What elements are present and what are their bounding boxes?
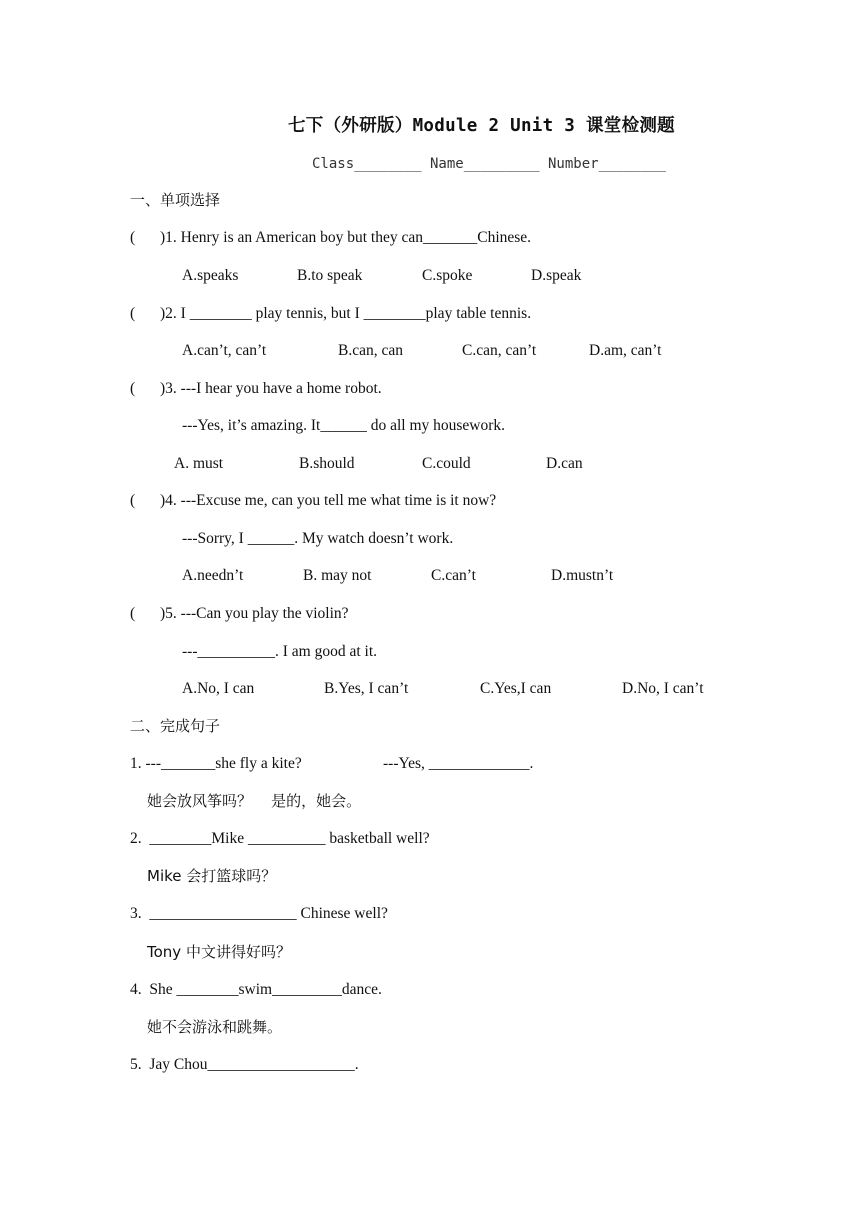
option-c: C.can, can’t — [462, 342, 537, 359]
option-c: C.spoke — [422, 267, 473, 284]
sentence-english: 3. ___________________ Chinese well? — [130, 905, 388, 922]
option-d: D.can — [546, 455, 583, 472]
option-d: D.speak — [531, 267, 582, 284]
sentence-chinese: 她会放风筝吗？ 是的，她会。 — [147, 792, 362, 810]
option-c: C.can’t — [431, 567, 476, 584]
question-text-line2: ---Sorry, I ______. My watch doesn’t work. — [182, 530, 454, 547]
option-d: D.am, can’t — [589, 342, 662, 359]
option-b: B.can, can — [338, 342, 403, 359]
question-text-line2: ---Yes, it’s amazing. It______ do all my housework. — [182, 417, 506, 434]
answer-paren: ( — [130, 605, 136, 622]
section-heading-complete-sentences: 二、完成句子 — [130, 717, 221, 735]
sentence-english-answer: ---Yes, _____________. — [383, 755, 534, 772]
sentence-chinese: Mike 会打篮球吗？ — [147, 867, 277, 885]
page-title: 七下（外研版）Module 2 Unit 3 课堂检测题 — [288, 116, 675, 136]
section-heading-multiple-choice: 一、单项选择 — [130, 191, 221, 209]
question-text-line2: ---__________. I am good at it. — [182, 643, 378, 660]
sentence-english: 2. ________Mike __________ basketball well? — [130, 830, 430, 847]
option-a: A.can’t, can’t — [182, 342, 267, 359]
question-text: )3. ---I hear you have a home robot. — [160, 380, 382, 397]
answer-paren: ( — [130, 229, 136, 246]
option-c: C.Yes,I can — [480, 680, 552, 697]
option-b: B.should — [299, 455, 355, 472]
option-a: A.No, I can — [182, 680, 255, 697]
sentence-english: 1. ---_______she fly a kite? — [130, 755, 302, 772]
question-text: )5. ---Can you play the violin? — [160, 605, 349, 622]
option-d: D.No, I can’t — [622, 680, 704, 697]
sentence-chinese: Tony 中文讲得好吗？ — [147, 943, 291, 961]
question-text: )2. I ________ play tennis, but I ________play table tennis. — [160, 305, 532, 322]
option-a: A.needn’t — [182, 567, 244, 584]
option-a: A. must — [174, 455, 224, 472]
sentence-chinese: 她不会游泳和跳舞。 — [147, 1018, 283, 1036]
student-info-line: Class________ Name_________ Number________ — [312, 156, 667, 172]
answer-paren: ( — [130, 380, 136, 397]
sentence-english: 4. She ________swim_________dance. — [130, 981, 382, 998]
answer-paren: ( — [130, 305, 136, 322]
option-a: A.speaks — [182, 267, 239, 284]
question-text: )1. Henry is an American boy but they can_______Chinese. — [160, 229, 532, 246]
option-d: D.mustn’t — [551, 567, 614, 584]
option-b: B.to speak — [297, 267, 363, 284]
option-b: B.Yes, I can’t — [324, 680, 409, 697]
answer-paren: ( — [130, 492, 136, 509]
sentence-english: 5. Jay Chou___________________. — [130, 1056, 359, 1073]
question-text: )4. ---Excuse me, can you tell me what time is it now? — [160, 492, 497, 509]
option-c: C.could — [422, 455, 471, 472]
option-b: B. may not — [303, 567, 372, 584]
